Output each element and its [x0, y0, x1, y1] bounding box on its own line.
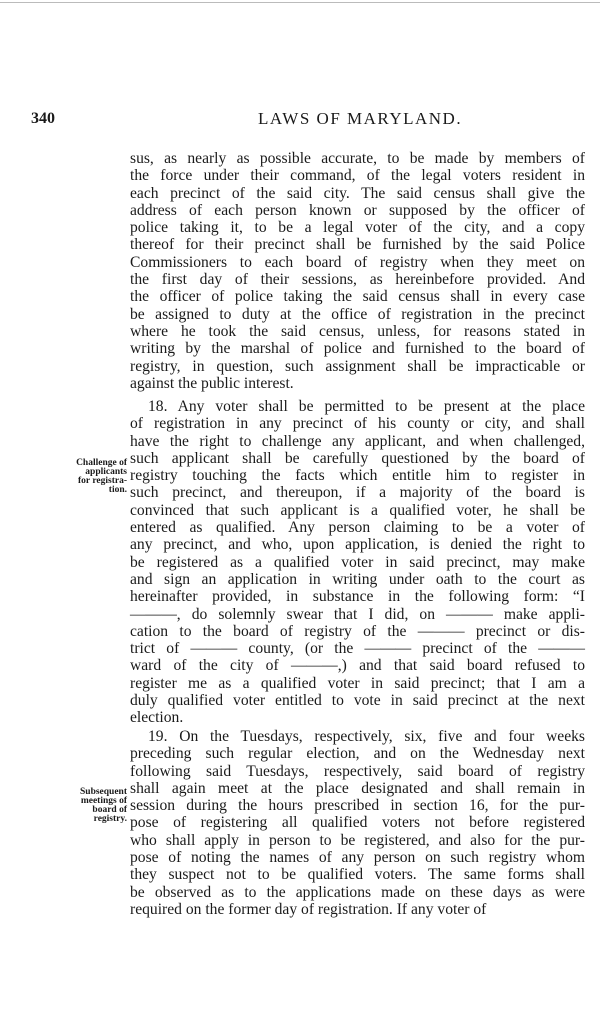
text-line: thereof for their precinct shall be furnished by the said Police — [130, 236, 585, 254]
text-line: address of each person known or supposed by the officer of — [130, 201, 585, 219]
margin-note-line: tion. — [108, 485, 127, 495]
margin-note-line: board of — [92, 805, 127, 815]
text-line: pose of registering all qualified voters not before registered — [130, 814, 585, 832]
text-line: hereinafter provided, in substance in the following form: “I — [130, 588, 585, 606]
margin-note-line: meetings of — [80, 796, 127, 806]
text-line: where he took the said census, unless, for reasons stated in — [130, 322, 585, 340]
text-line: be observed as to the applications made on these days as were — [130, 883, 585, 901]
text-line: session during the hours prescribed in section 16, for the pur- — [130, 797, 585, 815]
text-line: the officer of police taking the said census shall in every case — [130, 288, 585, 306]
paragraph-section-18 — [130, 398, 585, 727]
margin-note-line: registry. — [93, 814, 127, 824]
running-title: LAWS OF MARYLAND. — [258, 109, 463, 128]
text-line: following said Tuesdays, respectively, said board of registry — [130, 762, 585, 780]
text-line: they suspect not to be qualified voters. The same forms shall — [130, 866, 585, 884]
text-line: have the right to challenge any applicant, and when challenged, — [130, 432, 585, 450]
text-line: ward of the city of ———,) and that said board refused to — [130, 657, 585, 675]
text-line: cation to the board of registry of the ——— precinct or dis- — [130, 622, 585, 640]
text-line: be assigned to duty at the office of registration in the precinct — [130, 305, 585, 323]
text-line: of registration in any precinct of his county or city, and shall — [130, 415, 585, 433]
text-line: duly qualified voter entitled to vote in said precinct at the next — [130, 692, 585, 710]
text-line: 19. On the Tuesdays, respectively, six, five and four weeks — [148, 728, 585, 745]
text-line: convinced that such applicant is a qualified voter, he shall be — [130, 501, 585, 519]
text-line: election. — [130, 709, 184, 727]
paragraph-section-19 — [130, 728, 585, 918]
text-line: the first day of their sessions, as hereinbefore provided. And — [130, 271, 585, 289]
text-line: Commissioners to each board of registry when they meet on — [130, 253, 585, 271]
paragraph-continued — [130, 150, 585, 392]
page-number: 340 — [31, 110, 55, 127]
text-line: each precinct of the said city. The said census shall give the — [130, 184, 585, 202]
text-line: police taking it, to be a legal voter of the city, and a copy — [130, 219, 585, 237]
text-line: register me as a qualified voter in said precinct; that I am a — [130, 674, 585, 692]
text-line: ———, do solemnly swear that I did, on ——— make appli- — [130, 605, 585, 623]
text-line: pose of noting the names of any person on such registry whom — [130, 849, 585, 867]
text-line: the force under their command, of the legal voters resident in — [130, 167, 585, 185]
text-line: 18. Any voter shall be permitted to be present at the place — [148, 398, 585, 415]
margin-note-challenge — [45, 459, 127, 495]
margin-note-line: for registra- — [78, 476, 127, 486]
margin-note-line: applicants — [85, 467, 127, 477]
text-line: registry, in question, such assignment shall be impracticable or — [130, 357, 585, 375]
text-line: writing by the marshal of police and furnished to the board of — [130, 340, 585, 358]
text-line: against the public interest. — [130, 374, 294, 392]
text-line: and sign an application in writing under oath to the court as — [130, 570, 585, 588]
text-line: sus, as nearly as possible accurate, to be made by members of — [130, 150, 585, 167]
margin-note-subsequent-meetings — [45, 788, 127, 824]
text-line: such applicant shall be carefully questioned by the board of — [130, 449, 585, 467]
text-line: entered as qualified. Any person claiming to be a voter of — [130, 519, 585, 537]
scan-edge-line — [0, 2, 600, 3]
text-line: who shall apply in person to be registered, and also for the pur- — [130, 831, 585, 849]
text-line: such precinct, and thereupon, if a majority of the board is — [130, 484, 585, 502]
margin-note-line: Subsequent — [80, 787, 127, 797]
margin-note-line: Challenge of — [76, 458, 127, 468]
text-line: required on the former day of registration. If any voter of — [130, 900, 487, 918]
text-line: shall again meet at the place designated and shall remain in — [130, 779, 585, 797]
text-line: preceding such regular election, and on the Wednesday next — [130, 745, 585, 763]
text-line: be registered as a qualified voter in said precinct, may make — [130, 553, 585, 571]
text-line: any precinct, and who, upon application, is denied the right to — [130, 536, 585, 554]
text-line: registry touching the facts which entitle him to register in — [130, 467, 585, 485]
text-line: trict of ——— county, (or the ——— precinct of the ——— — [130, 640, 585, 658]
